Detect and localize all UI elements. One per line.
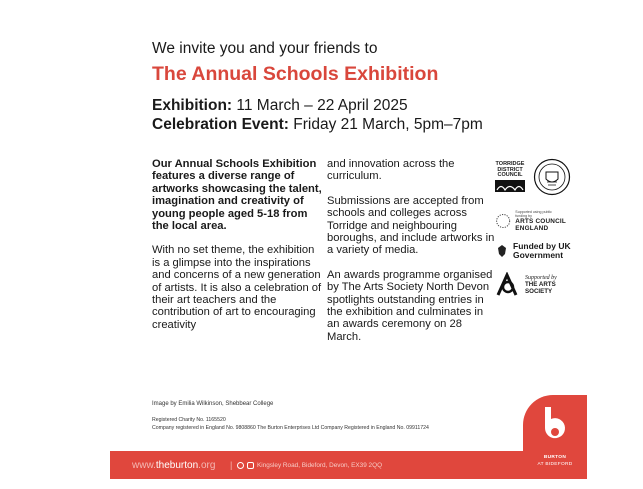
exhibition-dates: 11 March – 22 April 2025 [236,97,408,114]
text-column-1 [152,158,322,331]
website-link[interactable] [132,460,215,471]
instagram-icon[interactable] [247,462,254,469]
page-title: The Annual Schools Exhibition [152,63,439,85]
facebook-icon[interactable] [237,462,244,469]
arts-council-logo [495,210,585,232]
arts-council-mark-icon [495,211,511,231]
exhibition-label: Exhibition: [152,97,233,114]
lead-paragraph: Our Annual Schools Exhibition features a diverse range of artworks showcasing the talent, imagination and creativity of young people aged 5-18 from the local area. [152,158,322,233]
theme-paragraph: With no set theme, the exhibition is a glimpse into the inspirations and concerns of a new generation of artists. It is also a celebration of their art teachers and the contribution of art to encouraging creativity [152,244,322,331]
uk-government-text: Funded by UK Government [513,241,571,260]
torridge-logo [495,162,525,192]
event-dates [152,96,483,134]
royal-arms-icon [495,244,509,258]
uk-government-logo [495,242,589,260]
venue-address: Kingsley Road, Bideford, Devon, EX39 2QQ [257,462,383,469]
web-prefix: www. [132,460,156,471]
charity-number: Registered Charity No. 1165520 [152,417,226,423]
celebration-date: Friday 21 March, 5pm–7pm [293,116,483,133]
submissions-paragraph: Submissions are accepted from schools and colleges across Torridge and neighbouring boroughs, and include artworks in a variety of media. [327,194,495,257]
arts-society-supported: Supported by [525,274,557,281]
text-column-2 [327,158,497,343]
continuation-paragraph: and innovation across the curriculum. [327,158,455,183]
awards-paragraph: An awards programme organised by The Arts Society North Devon spotlights outstanding entries in the exhibition and culminates in an awards ceremony on 28 March. [327,268,493,343]
exhibition-line [152,96,483,115]
sponsor-logos [495,158,585,296]
arts-society-mark-icon [495,272,521,298]
celebration-line [152,115,483,134]
web-suffix: .org [198,460,216,471]
arts-society-logo [495,272,569,298]
arts-council-name: ARTS COUNCIL ENGLAND [515,218,566,232]
footer-bar [110,451,587,479]
burton-badge [523,395,587,479]
badge-location: AT BIDEFORD [537,462,573,467]
arts-society-name: THE ARTS SOCIETY [525,281,556,296]
legal-info [152,417,429,432]
web-domain: theburton [155,460,199,471]
celebration-label: Celebration Event: [152,116,289,133]
bridge-icon [495,180,525,192]
company-registration: Company registered in England No. 9808860 The Burton Enterprises Ltd Company Registered in England No. 09911724 [152,424,429,431]
image-credit: Image by Emilia Wilkinson, Shebbear College [152,401,274,407]
arts-council-funding-note: Supported using public funding by [515,210,552,218]
badge-name: BURTON [543,455,567,460]
torridge-label: TORRIDGE DISTRICT COUNCIL [495,161,525,179]
footer-separator: | [230,460,233,470]
town-crest-icon [533,158,571,196]
burton-b-logo-icon [541,405,569,445]
intro-text: We invite you and your friends to [152,40,378,57]
council-logos [495,158,585,196]
